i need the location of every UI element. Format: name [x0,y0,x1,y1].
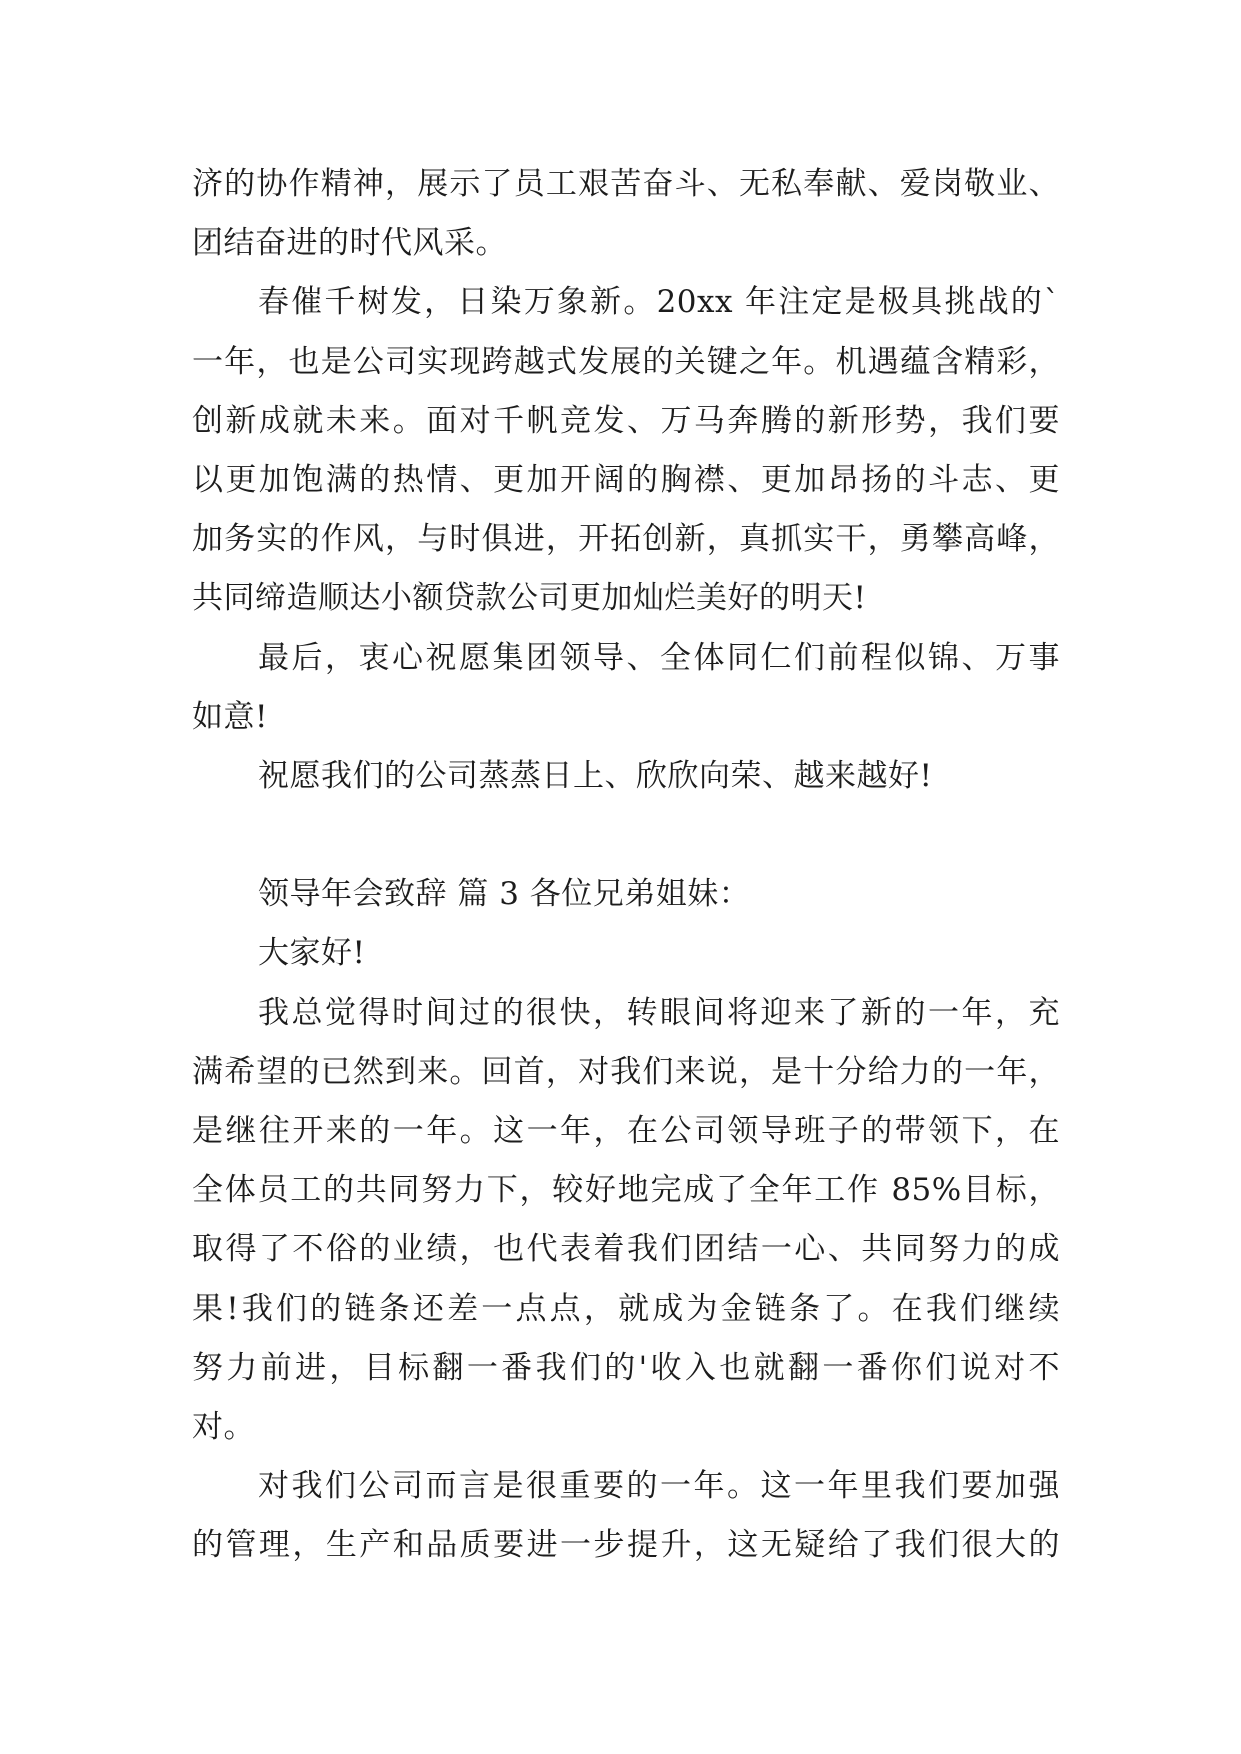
text-line: 一年，也是公司实现跨越式发展的关键之年。机遇蕴含精彩， [192,343,1060,380]
text-line: 我总觉得时间过的很快，转眼间将迎来了新的一年，充 [258,994,1060,1031]
text-line: 祝愿我们的公司蒸蒸日上、欣欣向荣、越来越好! [258,757,933,794]
section-heading [192,865,1060,924]
text-line: 领导年会致辞 篇 3 各位兄弟姐妹： [258,876,751,913]
text-line: 全体员工的共同努力下，较好地完成了全年工作 85%目标， [192,1172,1060,1209]
text-line: 春催千树发，日染万象新。20xx 年注定是极具挑战的` [258,284,1060,321]
text-line: 最后，衷心祝愿集团领导、全体同仁们前程似锦、万事 [258,639,1060,676]
text-line: 团结奋进的时代风采。 [192,225,507,262]
paragraph [192,924,1060,983]
paragraph [192,747,1060,806]
text-line: 对我们公司而言是很重要的一年。这一年里我们要加强 [258,1468,1060,1505]
paragraph [192,155,1060,273]
text-line: 是继往开来的一年。这一年，在公司领导班子的带领下，在 [192,1113,1060,1149]
text-line: 取得了不俗的业绩，也代表着我们团结一心、共同努力的成 [192,1231,1060,1268]
body-text [192,155,1060,1576]
paragraph [192,984,1060,1458]
paragraph [192,273,1060,628]
text-line: 大家好! [258,935,366,972]
text-line: 以更加饱满的热情、更加开阔的胸襟、更加昂扬的斗志、更 [192,461,1060,498]
paragraph [192,629,1060,747]
text-line: 对。 [192,1408,255,1445]
text-line: 果!我们的链条还差一点点，就成为金链条了。在我们继续 [192,1290,1060,1327]
text-line: 满希望的已然到来。回首，对我们来说，是十分给力的一年， [192,1053,1060,1090]
text-line: 加务实的作风，与时俱进，开拓创新，真抓实干，勇攀高峰， [192,521,1060,558]
text-line: 努力前进，目标翻一番我们的'收入也就翻一番你们说对不 [192,1349,1060,1386]
text-line: 的管理，生产和品质要进一步提升，这无疑给了我们很大的 [192,1527,1060,1564]
text-line: 济的协作精神，展示了员工艰苦奋斗、无私奉献、爱岗敬业、 [192,166,1060,202]
text-line: 创新成就未来。面对千帆竞发、万马奔腾的新形势，我们要 [192,402,1060,439]
paragraph [192,1457,1060,1575]
blank-line [192,806,1060,865]
text-line: 如意! [192,698,268,735]
text-line: 共同缔造顺达小额贷款公司更加灿烂美好的明天! [192,580,867,617]
